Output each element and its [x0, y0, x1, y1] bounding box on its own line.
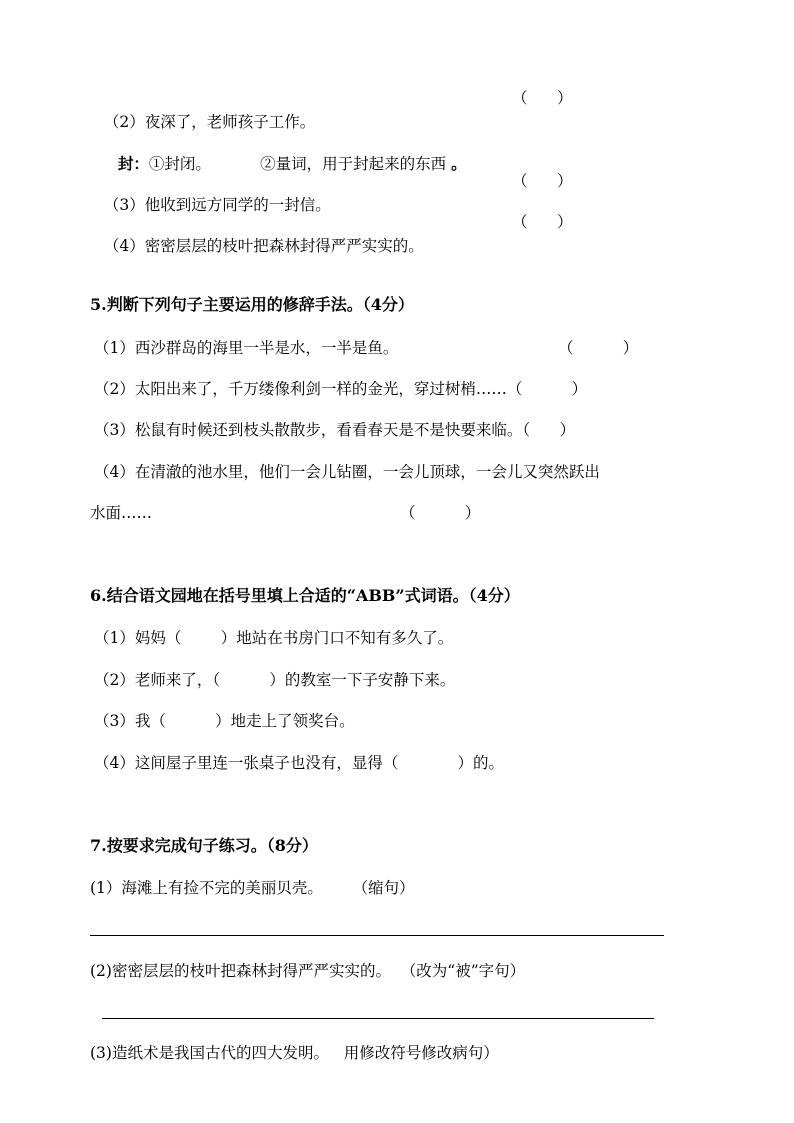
line-q4-forest [94, 210, 794, 258]
question-text: （4）密密层层的枝叶把森林封得严严实实的。 [103, 237, 424, 255]
question-text: （2）夜深了，老师孩子工作。 [103, 113, 316, 131]
section-5-q2: （2）太阳出来了，千万缕像利剑一样的金光，穿过树梢……（ ） [94, 380, 588, 398]
line-q2-night [94, 86, 794, 134]
answer-paren: （ ） [512, 213, 573, 231]
section-5-q4-line1: （4）在清澈的池水里，他们一会儿钻圈，一会儿顶球，一会儿又突然跃出 [94, 463, 600, 481]
answer-line[interactable] [102, 1018, 654, 1019]
definition-end: 。 [451, 154, 467, 173]
answer-line[interactable] [90, 935, 664, 936]
section-7-q2: (2)密密层层的枝叶把森林封得严严实实的。 （改为“被”字句） [90, 962, 526, 980]
definition-label: 封： [117, 154, 149, 173]
section-7-q3: (3)造纸术是我国古代的四大发明。 用修改符号修改病句） [90, 1044, 499, 1062]
section-5-q4-line2: 水面…… [90, 504, 153, 522]
answer-paren: （ ） [400, 504, 481, 522]
answer-paren: （ ） [512, 89, 573, 107]
section-6-q4: （4）这间屋子里连一张桌子也没有，显得（ ）的。 [94, 754, 504, 772]
section-7-heading: 7.按要求完成句子练习。（8分） [90, 836, 318, 855]
section-7-q1: (1）海滩上有捡不完的美丽贝壳。 （缩句） [90, 879, 415, 897]
section-5-heading: 5.判断下列句子主要运用的修辞手法。（4分） [90, 295, 414, 314]
section-5-q3: （3）松鼠有时候还到枝头散散步，看看春天是不是快要来临。（ ） [94, 421, 576, 439]
question-text: （3）他收到远方同学的一封信。 [103, 196, 331, 214]
section-5-q1: （1）西沙群岛的海里一半是水，一半是鱼。 [94, 339, 399, 357]
definition-text: ①封闭。 ②量词，用于封起来的东西 [148, 155, 452, 173]
section-6-q1: （1）妈妈（ ）地站在书房门口不知有多久了。 [94, 629, 454, 647]
section-6-q3: （3）我（ ）地走上了领奖台。 [94, 712, 355, 730]
answer-paren: （ ） [558, 339, 639, 357]
section-6-heading: 6.结合语文园地在括号里填上合适的“ABB”式词语。（4分） [90, 586, 520, 605]
section-6-q2: （2）老师来了，（ ）的教室一下子安静下来。 [94, 671, 456, 689]
answer-paren: （ ） [512, 172, 573, 190]
